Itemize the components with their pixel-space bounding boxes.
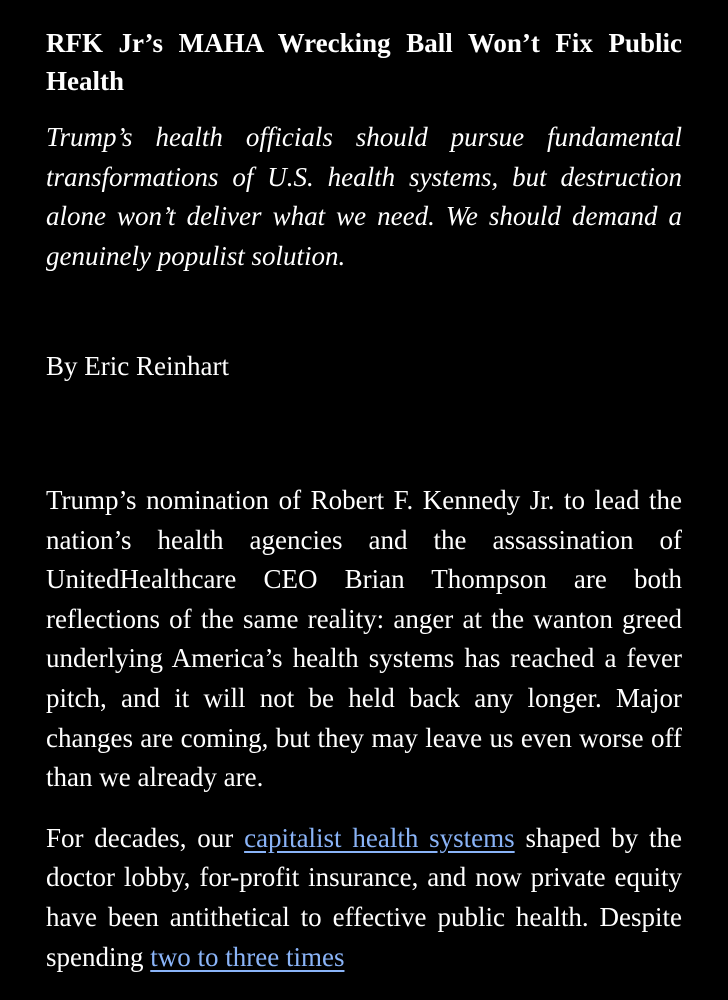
capitalist-health-systems-link[interactable]: capitalist health systems — [244, 822, 515, 853]
body-paragraph-1: Trump’s nomination of Robert F. Kennedy Jr. to lead the nation’s health agencies and the assassination of UnitedHealthcare CEO Brian Thompson are both reflections of the same reality: anger at the wanton greed underlying America’s health systems has reached a fever pitch, and it will not be held back any longer. Major changes are coming, but they may leave us even worse off than we already are. — [46, 485, 682, 793]
paragraph-text: shaped by the doctor lobby, for-profit insurance, and now private equity have been antithetical to effective public health. Despite spending — [46, 822, 682, 972]
two-to-three-times-link[interactable]: two to three times — [150, 941, 345, 972]
article-subtitle: Trump’s health officials should pursue fundamental transformations of U.S. health systems, but destruction alone won’t deliver what we need. We should demand a genuinely populist solution. — [46, 122, 682, 271]
article-byline: By Eric Reinhart — [46, 351, 229, 381]
article — [46, 0, 682, 977]
article-headline: RFK Jr’s MAHA Wrecking Ball Won’t Fix Public Health — [46, 28, 682, 96]
body-paragraph-2 — [46, 819, 682, 977]
paragraph-text: For decades, our — [46, 822, 245, 853]
